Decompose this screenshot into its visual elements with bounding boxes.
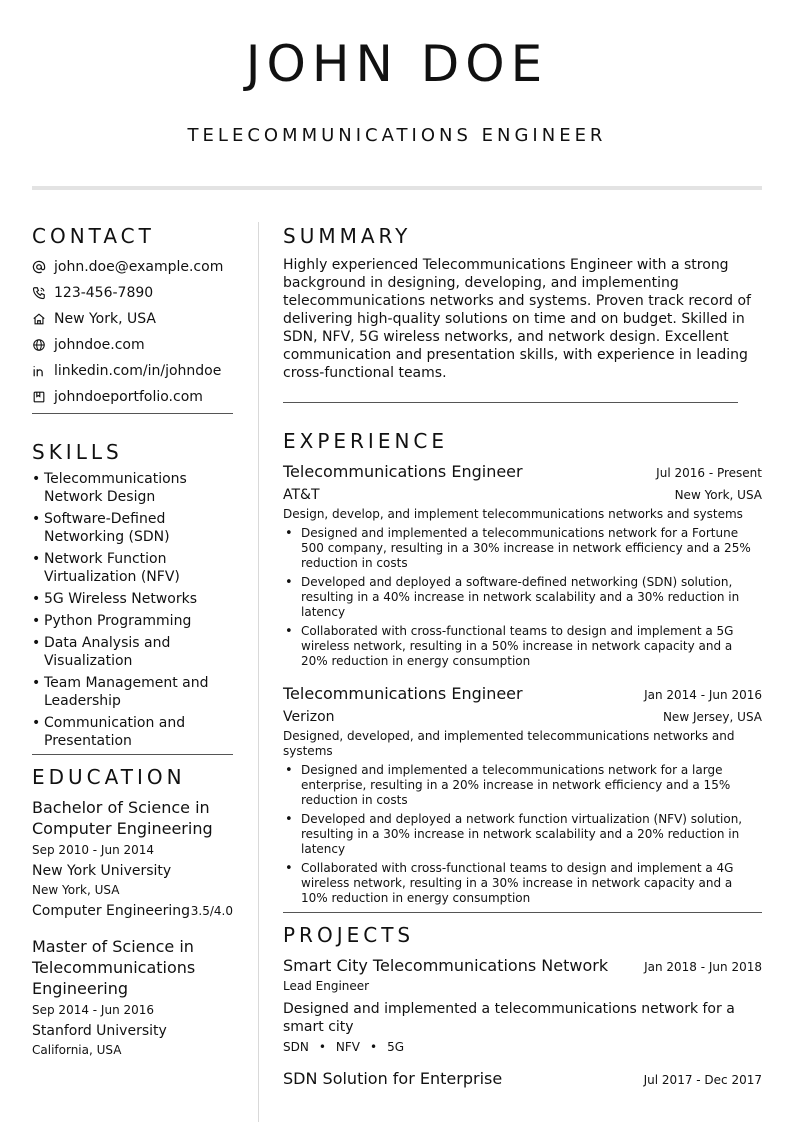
skills-section [32,438,233,755]
at-icon [32,260,46,274]
projects-heading: PROJECTS [283,923,415,947]
education-item [32,936,233,1058]
contact-linkedin-text: linkedin.com/in/johndoe [54,363,222,379]
education-gpa: 3.5/4.0 [190,904,233,918]
contact-divider [32,413,233,414]
job-title: Telecommunications Engineer [283,462,523,481]
job-description: Designed, developed, and implemented telecommunications networks and systems [283,729,735,758]
contact-phone[interactable] [32,280,233,306]
skill-item: • 5G Wireless Networks [32,590,233,608]
education-section [32,763,233,1058]
header-divider [32,186,762,190]
contact-portfolio[interactable] [32,384,233,410]
project-description: Designed and implemented a telecommunications network for a smart city [283,1001,735,1035]
skills-heading: SKILLS [32,440,123,464]
contact-location [32,306,233,332]
skill-item: • Team Management and Leadership [32,674,233,710]
job-location: New Jersey, USA [662,710,762,724]
skill-item: • Network Function Virtualization (NFV) [32,550,233,586]
job-company: Verizon [283,709,335,725]
job-bullet: • Developed and deployed a software-defined networking (SDN) solution, resulting in a 40% increase in network scalability and a 30% reduction in latency [301,575,762,620]
column-divider [258,222,259,1122]
job-title: Telecommunications Engineer [283,684,523,703]
education-degree: Bachelor of Science in Computer Engineering [32,798,213,838]
job-bullet: • Designed and implemented a telecommunications network for a Fortune 500 company, resulting in a 30% increase in network efficiency and a 25% reduction in costs [301,526,762,571]
education-location: New York, USA [32,883,120,897]
job-dates: Jan 2014 - Jun 2016 [644,688,762,702]
project-tag: 5G [387,1040,405,1054]
job-bullet: • Collaborated with cross-functional teams to design and implement a 5G wireless network, resulting in a 50% increase in network capacity and a 20% reduction in energy consumption [301,624,762,669]
contact-email[interactable] [32,254,233,280]
job-company: AT&T [283,487,320,503]
contact-website[interactable] [32,332,233,358]
education-dates: Sep 2014 - Jun 2016 [32,1003,155,1017]
summary-heading: SUMMARY [283,224,412,248]
experience-section [283,427,762,913]
education-school: Stanford University [32,1023,167,1039]
globe-icon [32,338,46,352]
job-title-header: TELECOMMUNICATIONS ENGINEER [187,125,607,146]
contact-location-text: New York, USA [54,311,156,327]
job-description: Design, develop, and implement telecommunications networks and systems [283,507,743,521]
skill-item: • Telecommunications Network Design [32,470,233,506]
contact-section [32,222,233,414]
experience-heading: EXPERIENCE [283,429,449,453]
phone-icon [32,286,46,300]
left-column [32,222,233,1058]
summary-section [283,222,762,403]
skill-item: • Python Programming [32,612,233,630]
contact-website-text: johndoe.com [54,337,145,353]
skill-item: • Data Analysis and Visualization [32,634,233,670]
skill-item: • Software-Defined Networking (SDN) [32,510,233,546]
contact-phone-text: 123-456-7890 [54,285,154,301]
education-dates: Sep 2010 - Jun 2014 [32,843,155,857]
project-entry [283,1068,762,1090]
skills-divider [32,754,233,755]
tag-separator: • [370,1040,378,1054]
job-bullet: • Developed and deployed a network function virtualization (NFV) solution, resulting in a 30% increase in network scalability and a 20% reduction in latency [301,812,762,857]
project-dates: Jul 2017 - Dec 2017 [643,1073,762,1087]
project-dates: Jan 2018 - Jun 2018 [644,960,762,974]
education-item [32,797,233,920]
portfolio-icon [32,390,46,404]
job-entry [283,683,762,906]
projects-section [283,921,762,1090]
summary-divider [283,402,738,403]
education-school: New York University [32,863,172,879]
experience-divider [283,912,762,913]
job-bullet: • Collaborated with cross-functional teams to design and implement a 4G wireless network, resulting in a 30% increase in network capacity and a 10% reduction in energy consumption [301,861,762,906]
project-tags [283,1040,762,1054]
right-column [283,222,762,1090]
education-location: California, USA [32,1043,122,1057]
linkedin-icon [32,364,46,378]
job-entry [283,461,762,669]
project-tag: NFV [335,1040,361,1054]
project-entry [283,955,762,1054]
project-title: SDN Solution for Enterprise [283,1069,503,1088]
project-role: Lead Engineer [283,979,370,993]
job-bullet: • Designed and implemented a telecommunications network for a large enterprise, resulting in a 20% increase in network efficiency and a 15% reduction in costs [301,763,762,808]
education-field: Computer Engineering [32,903,191,919]
candidate-name: JOHN DOE [245,35,549,93]
contact-portfolio-text: johndoeportfolio.com [54,389,203,405]
education-heading: EDUCATION [32,765,186,789]
project-tag: SDN [283,1040,309,1054]
job-location: New York, USA [674,488,762,502]
education-degree: Master of Science in Telecommunications Engineering [32,937,196,998]
contact-linkedin[interactable] [32,358,233,384]
contact-email-text: john.doe@example.com [54,259,224,275]
summary-text: Highly experienced Telecommunications Engineer with a strong background in designing, developing, and implementing telecommunications networks and systems. Proven track record of delivering high-quality solutions on time and on budget. Skilled in SDN, NFV, 5G wireless networks, and network design. Excellent communication and presentation skills, with experience in leading cross-functional teams. [283,257,751,381]
job-dates: Jul 2016 - Present [656,466,762,480]
home-icon [32,312,46,326]
tag-separator: • [318,1040,326,1054]
contact-heading: CONTACT [32,224,155,248]
project-title: Smart City Telecommunications Network [283,956,609,975]
skill-item: • Communication and Presentation [32,714,233,750]
